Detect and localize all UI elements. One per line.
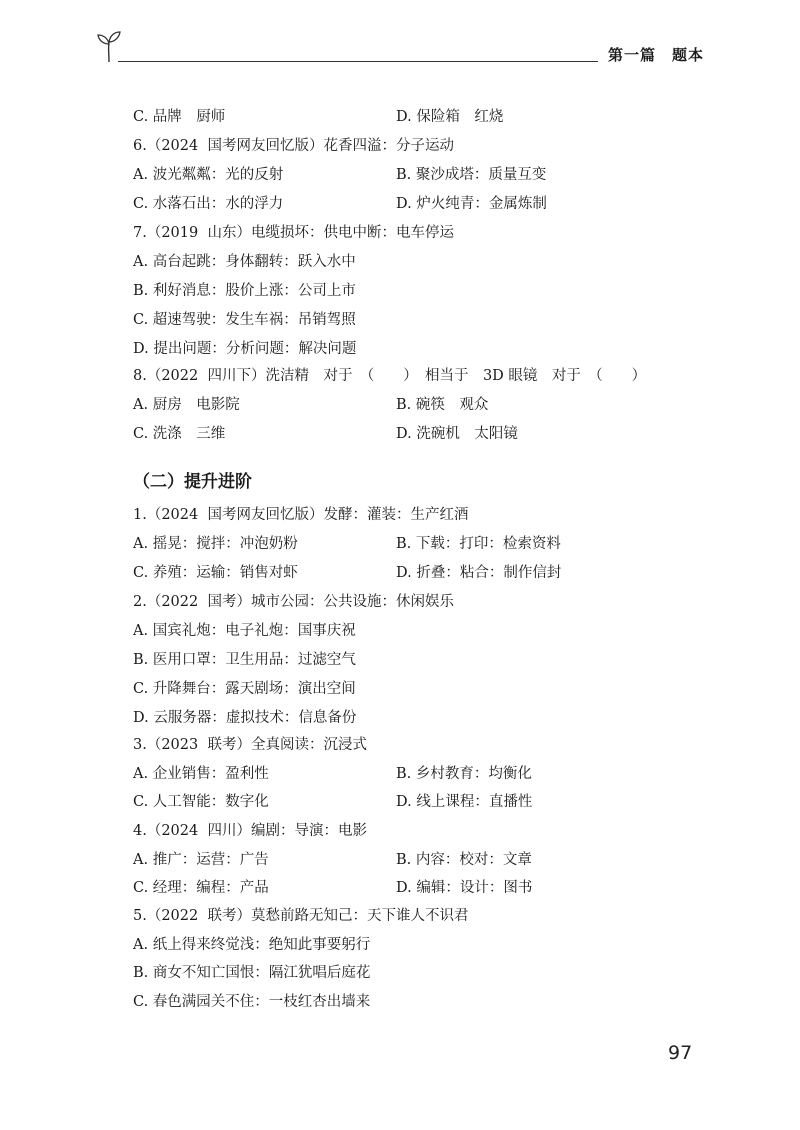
option-d: D. 炉火纯青：金属炼制 — [396, 196, 547, 212]
option-b: B. 下载：打印：检索资料 — [396, 536, 561, 552]
page-number: 97 — [668, 1042, 693, 1064]
question-7: 7.（2019 山东）电缆损坏：供电中断：电车停运 — [133, 225, 454, 241]
option-c: C. 超速驾驶：发生车祸：吊销驾照 — [133, 312, 356, 328]
option-b: B. 利好消息：股价上涨：公司上市 — [133, 283, 356, 299]
page-header — [0, 0, 800, 80]
header-rule — [118, 61, 598, 62]
option-b: B. 碗筷 观众 — [396, 397, 489, 413]
option-a: A. 纸上得来终觉浅：绝知此事要躬行 — [133, 937, 371, 953]
option-a: A. 国宾礼炮：电子礼炮：国事庆祝 — [133, 623, 356, 639]
option-c: C. 经理：编程：产品 — [133, 880, 269, 896]
section-title: （二）提升进阶 — [133, 472, 252, 492]
question-2: 2.（2022 国考）城市公园：公共设施：休闲娱乐 — [133, 594, 454, 610]
option-c: C. 升降舞台：露天剧场：演出空间 — [133, 681, 356, 697]
option-c: C. 人工智能：数字化 — [133, 794, 269, 810]
option-a: A. 摇晃：搅拌：冲泡奶粉 — [133, 536, 298, 552]
option-c: C. 水落石出：水的浮力 — [133, 196, 284, 212]
option-a: A. 高台起跳：身体翻转：跃入水中 — [133, 254, 356, 270]
option-b: B. 商女不知亡国恨：隔江犹唱后庭花 — [133, 965, 371, 981]
option-c: C. 品牌 厨师 — [133, 109, 226, 125]
option-a: A. 推广：运营：广告 — [133, 852, 269, 868]
question-3: 3.（2023 联考）全真阅读：沉浸式 — [133, 737, 367, 753]
option-b: B. 内容：校对：文章 — [396, 852, 532, 868]
question-8: 8.（2022 四川下）洗洁精 对于 （ ） 相当于 3D 眼镜 对于 （ ） — [133, 368, 647, 384]
option-d: D. 保险箱 红烧 — [396, 109, 504, 125]
option-a: A. 厨房 电影院 — [133, 397, 240, 413]
header-title: 第一篇 题本 — [608, 46, 705, 64]
option-b: B. 医用口罩：卫生用品：过滤空气 — [133, 652, 356, 668]
option-d: D. 云服务器：虚拟技术：信息备份 — [133, 710, 357, 726]
option-d: D. 提出问题：分析问题：解决问题 — [133, 341, 357, 357]
option-d: D. 折叠：粘合：制作信封 — [396, 565, 562, 581]
option-a: A. 企业销售：盈利性 — [133, 766, 269, 782]
option-a: A. 波光粼粼：光的反射 — [133, 167, 284, 183]
question-1: 1.（2024 国考网友回忆版）发酵：灌装：生产红酒 — [133, 507, 469, 523]
question-5: 5.（2022 联考）莫愁前路无知己：天下谁人不识君 — [133, 908, 469, 924]
option-d: D. 编辑：设计：图书 — [396, 880, 533, 896]
sprout-icon — [96, 28, 122, 64]
option-d: D. 洗碗机 太阳镜 — [396, 426, 518, 442]
question-4: 4.（2024 四川）编剧：导演：电影 — [133, 823, 367, 839]
option-b: B. 乡村教育：均衡化 — [396, 766, 532, 782]
option-c: C. 养殖：运输：销售对虾 — [133, 565, 298, 581]
option-c: C. 春色满园关不住：一枝红杏出墙来 — [133, 994, 371, 1010]
option-b: B. 聚沙成塔：质量互变 — [396, 167, 547, 183]
option-d: D. 线上课程：直播性 — [396, 794, 533, 810]
option-c: C. 洗涤 三维 — [133, 426, 226, 442]
question-6: 6.（2024 国考网友回忆版）花香四溢：分子运动 — [133, 138, 454, 154]
